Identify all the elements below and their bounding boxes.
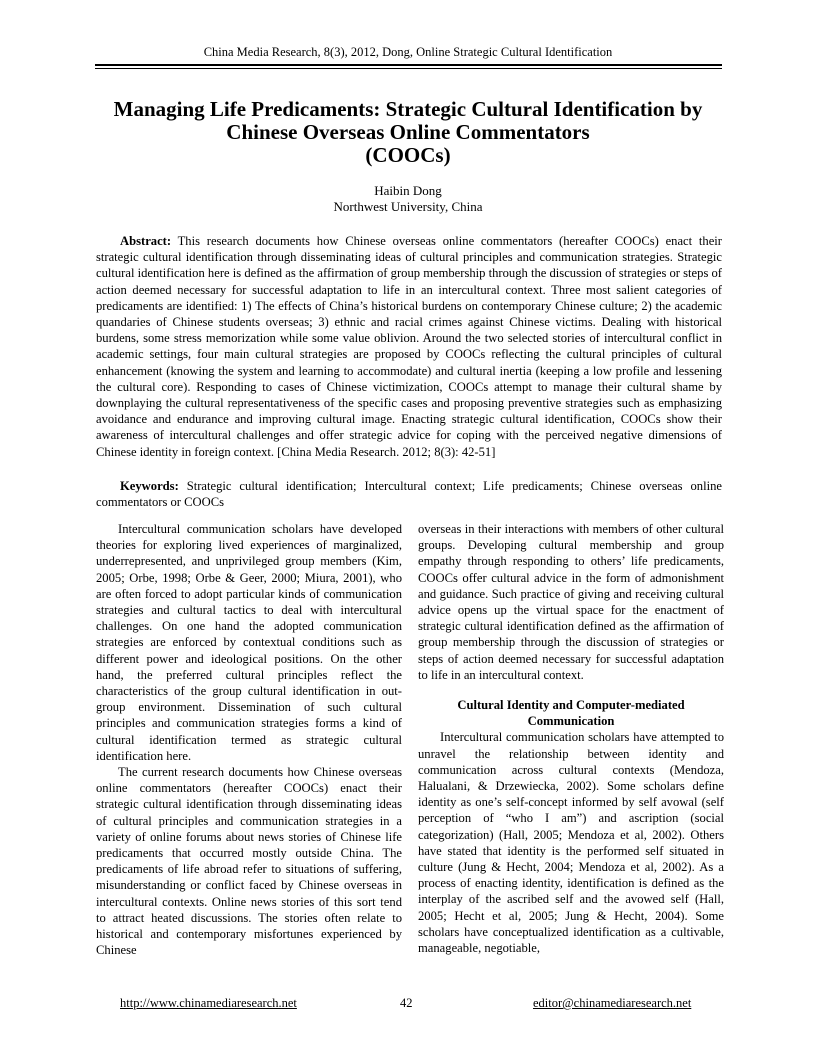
header-rule-thick	[95, 64, 722, 66]
author-affiliation: Northwest University, China	[333, 199, 483, 214]
abstract-text: This research documents how Chinese overseas online commentators (hereafter COOCs) enact their strategic cultural identification through disseminating ideas of cultural principles and communication strategies. Strategic cultural identification here is defined as the affirmation of group membership through the discussion of strategies or steps of action deemed necessary for successful adaptation to life in an intercultural context. Three most salient categories of predicaments are identified: 1) The effects of China’s historical burdens on contemporary Chinese culture; 2) the academic quandaries of Chinese students overseas; 3) ethnic and racial crimes against Chinese victims. Dealing with historical burdens, some stress memorization while some value oblivion. Around the two selected stories of intercultural conflict in academic settings, four main cultural strategies are proposed by COOCs reflecting the cultural principles of cultural enhancement (knowing the system and learning to accommodate) and cultural inertia (keeping a low profile and lessening the cultural core). Responding to cases of Chinese victimization, COOCs attempt to manage their cultural shame by downplaying the cultural representativeness of the specific cases and proposing preventive strategies such as emphasizing avoidance and endurance and improving cultural image. Enacting strategic cultural identification, COOCs show their awareness of intercultural challenges and offer strategic advice for coping with the perceived negative dimensions of Chinese identity in foreign context. [China Media Research. 2012; 8(3): 42-51]	[96, 234, 722, 459]
section-heading	[418, 697, 724, 729]
footer-email-link[interactable]: editor@chinamediaresearch.net	[533, 996, 692, 1010]
author-name: Haibin Dong	[374, 183, 442, 198]
section-heading-line-2: Communication	[527, 714, 615, 729]
body-paragraph: Intercultural communication scholars have attempted to unravel the relationship between identity and communication across cultural contexts (Mendoza, Halualani, & Drzewiecka, 2002). Some scholars define identity as one’s self-concept informed by self avowal (self perception of “who I am”) and ascription (social categorization) (Hall, 2005; Mendoza et al, 2002). Others have stated that identity is the performed self situated in culture (Jung & Hecht, 2004; Mendoza et al, 2002). As a process of enacting identity, identification is defined as the interplay of the ascribed self and the avowed self (Hall, 2005; Hecht et al, 2005; Jung & Hecht, 2004). Some scholars have conceptualized identification as a cultivable, manageable, negotiable,	[418, 730, 724, 956]
right-column	[418, 521, 724, 956]
page-number: 42	[400, 996, 413, 1010]
keywords-text: Strategic cultural identification; Intercultural context; Life predicaments; Chinese overseas online commentators or COOCs	[96, 479, 722, 510]
keywords-label: Keywords:	[120, 479, 179, 493]
body-paragraph: Intercultural communication scholars have developed theories for exploring lived experiences of marginalized, underrepresented, and unprivileged group members (Kim, 2005; Orbe, 1998; Orbe & Geer, 2000; Miura, 2001), who are often forced to adopt particular kinds of communication strategies and cultural tactics to deal with intercultural challenges. On one hand the adopted communication strategies are enforced by contextual conditions such as different power and ideological positions. On the other hand, the preferred cultural principles reflect the characteristics of the group cultural identification in out-group environment. Dissemination of such cultural principles and communication strategies forms a kind of cultural identification termed as strategic cultural identification here.	[96, 522, 402, 763]
footer-website-link[interactable]: http://www.chinamediaresearch.net	[120, 996, 297, 1010]
left-column	[96, 521, 402, 958]
title-line-3: (COOCs)	[365, 143, 451, 167]
keywords	[96, 478, 722, 510]
header-rule-thin	[95, 68, 722, 69]
running-header: China Media Research, 8(3), 2012, Dong, Online Strategic Cultural Identification	[203, 45, 613, 59]
body-paragraph-continued: overseas in their interactions with members of other cultural groups. Developing cultural membership and group empathy through responding to others’ life predicaments, COOCs offer cultural advice in the form of admonishment and guidance. Such practice of giving and receiving cultural advice opens up the virtual space for the enactment of strategic cultural identification defined as the affirmation of group membership through the discussion of strategies or steps of action deemed necessary for successful adaptation to life in an intercultural context.	[418, 522, 724, 682]
paper-title	[60, 98, 756, 167]
title-line-2: Chinese Overseas Online Commentators	[226, 120, 590, 144]
body-paragraph: The current research documents how Chinese overseas online commentators (hereafter COOCs) enact their strategic cultural identification through disseminating ideas of cultural principles and communication strategies in a variety of online forums about news stories of Chinese life predicaments that occurred mostly outside China. The predicaments of life abroad refer to situations of suffering, misunderstanding or conflict faced by Chinese overseas in intercultural contexts. Online news stories of this sort tend to attract heated discussions. The stories often relate to historical and contemporary misfortunes experienced by Chinese	[96, 765, 402, 958]
section-heading-line-1: Cultural Identity and Computer-mediated	[457, 698, 685, 713]
abstract	[96, 233, 722, 460]
title-line-1: Managing Life Predicaments: Strategic Cultural Identification by	[113, 97, 703, 121]
abstract-label: Abstract:	[120, 234, 172, 248]
